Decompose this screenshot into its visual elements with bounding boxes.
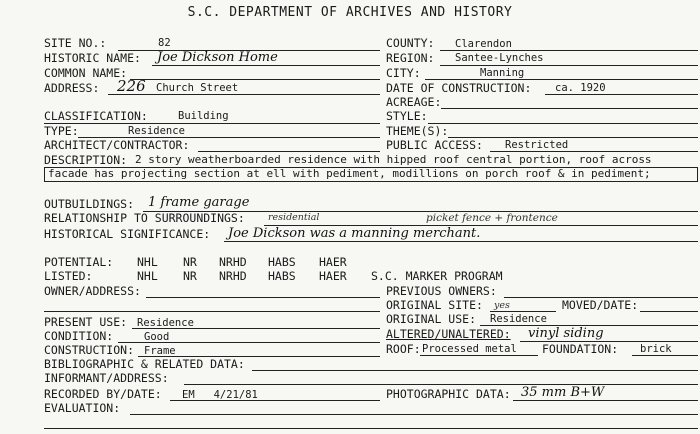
outbuildings-value: 1 frame garage (148, 195, 250, 210)
condition-label: CONDITION: (44, 329, 114, 343)
listed-label: LISTED: (44, 269, 93, 283)
site-no-label: SITE NO.: (44, 36, 107, 50)
themes-line (448, 137, 698, 138)
previous-owners-label: PREVIOUS OWNERS: (386, 284, 497, 298)
listed-nhl: NHL (137, 269, 158, 283)
public-access-line (490, 151, 698, 152)
photographic-label: PHOTOGRAPHIC DATA: (386, 387, 511, 401)
description-rule2 (44, 181, 698, 182)
biblio-line (252, 370, 698, 371)
site-no-value: 82 (158, 37, 171, 49)
address-number: 226 (117, 77, 146, 95)
significance-line (224, 241, 698, 242)
description-box-left (44, 168, 45, 181)
acreage-line (441, 108, 698, 109)
common-name-label: COMMON NAME: (44, 66, 128, 80)
original-site-line (490, 311, 556, 312)
original-site-label: ORIGINAL SITE: (386, 298, 483, 312)
roof-label: ROOF: (386, 342, 421, 356)
foundation-line (632, 355, 698, 356)
foundation-label: FOUNDATION: (542, 342, 619, 356)
historic-name-value: Joe Dickson Home (157, 50, 278, 65)
city-label: CITY: (386, 66, 421, 80)
original-use-label: ORIGINAL USE: (386, 312, 477, 326)
page-title: S.C. DEPARTMENT OF ARCHIVES AND HISTORY (187, 5, 513, 20)
type-value: Residence (128, 125, 185, 137)
evaluation-label: EVALUATION: (44, 401, 121, 415)
potential-habs: HABS (268, 255, 296, 269)
public-access-value: Restricted (505, 139, 569, 151)
date-construction-label: DATE OF CONSTRUCTION: (386, 81, 532, 95)
description-label: DESCRIPTION: (44, 153, 128, 167)
photographic-line (513, 400, 698, 401)
foundation-value: brick (640, 343, 672, 355)
acreage-label: ACREAGE: (386, 95, 442, 109)
region-line (440, 65, 698, 66)
city-value: Manning (480, 67, 525, 79)
potential-nr: NR (183, 255, 197, 269)
city-line (425, 79, 698, 80)
altered-value: vinyl siding (528, 326, 604, 341)
roof-value: Processed metal (422, 343, 517, 355)
evaluation-line (130, 414, 698, 415)
informant-line (184, 384, 698, 385)
relationship-value-a: residential (268, 212, 320, 223)
common-name-line (130, 79, 380, 80)
recorded-value: EM 4/21/81 (182, 389, 258, 401)
outbuildings-label: OUTBUILDINGS: (44, 197, 135, 211)
moved-date-label: MOVED/DATE: (562, 298, 639, 312)
construction-value: Frame (144, 345, 176, 357)
condition-line (118, 342, 380, 343)
historic-name-label: HISTORIC NAME: (44, 51, 141, 65)
relationship-value-b: picket fence + frontence (426, 212, 558, 224)
owner-label: OWNER/ADDRESS: (44, 284, 141, 298)
style-label: STYLE: (386, 109, 428, 123)
significance-label: HISTORICAL SIGNIFICANCE: (44, 227, 211, 241)
listed-nr: NR (183, 269, 197, 283)
description-box-right (697, 168, 698, 181)
evaluation-line-2 (44, 428, 698, 429)
address-label: ADDRESS: (44, 81, 100, 95)
construction-label: CONSTRUCTION: (44, 343, 135, 357)
roof-line (420, 355, 538, 356)
potential-nhl: NHL (137, 255, 158, 269)
classification-line (44, 123, 380, 124)
potential-label: POTENTIAL: (44, 255, 114, 269)
biblio-label: BIBLIOGRAPHIC & RELATED DATA: (44, 357, 245, 371)
county-line (440, 50, 698, 51)
original-use-value: Residence (490, 313, 547, 325)
county-label: COUNTY: (386, 36, 435, 50)
architect-line (198, 151, 380, 152)
owner-line-2 (44, 311, 380, 312)
condition-value: Good (144, 331, 170, 343)
description-line2: facade has projecting section at ell with pediment, modillions on porch roof & in pediment; (48, 167, 651, 180)
potential-nrhd: NRHD (219, 255, 247, 269)
potential-haer: HAER (319, 255, 347, 269)
informant-label: INFORMANT/ADDRESS: (44, 371, 169, 385)
present-use-label: PRESENT USE: (44, 315, 128, 329)
original-site-value: yes (494, 300, 510, 311)
owner-line (146, 297, 380, 298)
county-value: Clarendon (455, 38, 512, 50)
recorded-label: RECORDED BY/DATE: (44, 387, 162, 401)
region-label: REGION: (386, 51, 435, 65)
listed-habs: HABS (268, 269, 296, 283)
historic-name-line (152, 65, 380, 66)
date-construction-value: ca. 1920 (555, 82, 606, 94)
photographic-value: 35 mm B+W (521, 385, 605, 400)
region-value: Santee-Lynches (455, 52, 544, 64)
architect-label: ARCHITECT/CONTRACTOR: (44, 138, 190, 152)
date-construction-line (545, 94, 698, 95)
public-access-label: PUBLIC ACCESS: (386, 138, 483, 152)
listed-nrhd: NRHD (219, 269, 247, 283)
altered-label: ALTERED/UNALTERED: (386, 327, 511, 341)
moved-date-line (640, 311, 698, 312)
style-line (428, 123, 698, 124)
classification-label: CLASSIFICATION: (44, 109, 148, 123)
present-use-value: Residence (137, 317, 194, 329)
themes-label: THEME(S): (386, 124, 449, 138)
listed-haer: HAER (319, 269, 347, 283)
relationship-label: RELATIONSHIP TO SURROUNDINGS: (44, 211, 245, 225)
type-label: TYPE: (44, 124, 79, 138)
present-use-line (132, 328, 380, 329)
address-street: Church Street (156, 82, 239, 94)
description-line1: 2 story weatherboarded residence with hipped roof central portion, roof across (135, 153, 652, 166)
marker-program-label: S.C. MARKER PROGRAM (371, 269, 503, 283)
classification-value: Building (178, 110, 229, 122)
address-line (108, 94, 380, 95)
significance-value: Joe Dickson was a manning merchant. (228, 226, 481, 241)
recorded-line (170, 400, 380, 401)
